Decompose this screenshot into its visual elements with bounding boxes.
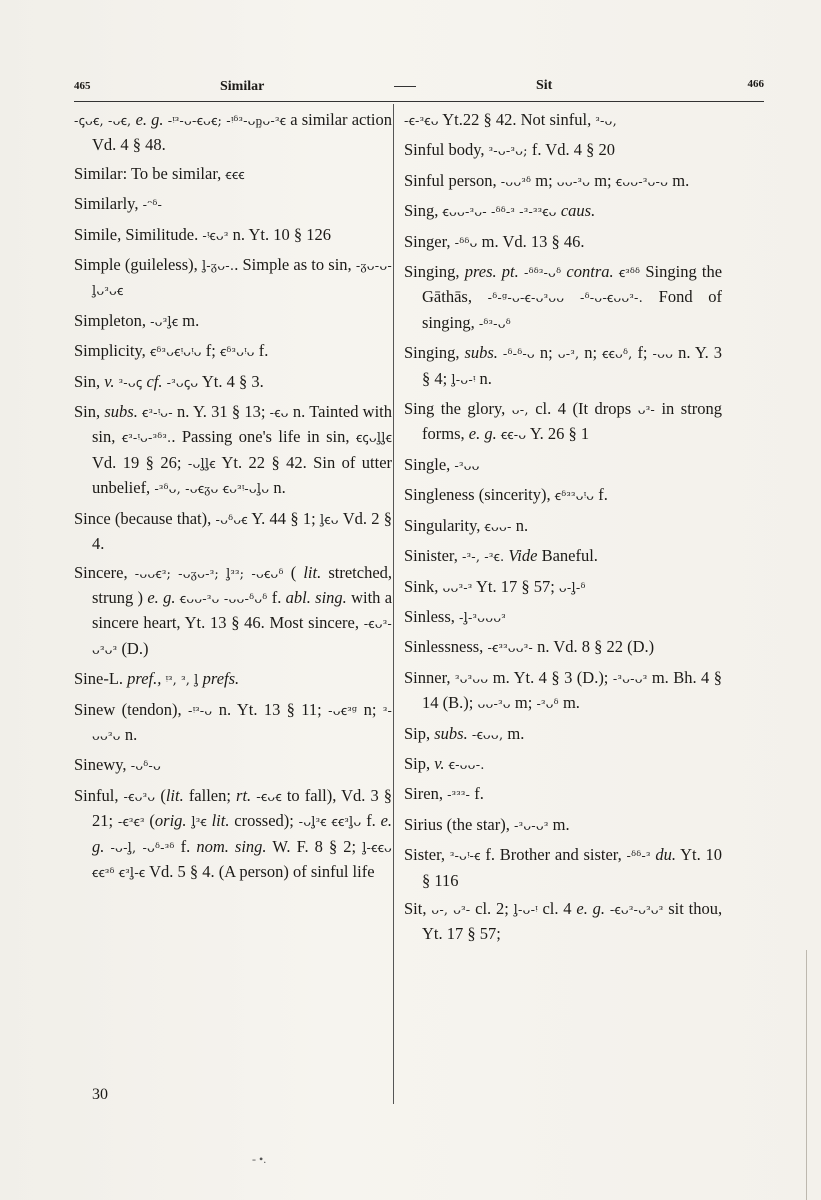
entry-sinew: Sinew (tendon), -ᵎᵌ-ᴗ n. Yt. 13 § 11; -ᴗꞓᵌᵍ n; ᵌ-ᴗᴗᵌᴗ n. xyxy=(74,699,393,744)
entry-sinlessness: Sinlessness, -ꞓᵌᵌᴗᴗᵌ- n. Vd. 8 § 22 (D.) xyxy=(404,637,655,657)
entry-sip-noun: Sip, subs. -ꞓᴗᴗ, m. xyxy=(404,723,525,743)
entry-siren: Siren, -ᵌᵌᵌ- f. xyxy=(404,784,484,804)
entry-simpleton: Simpleton, -ᴗᵌᶅꞓ m. xyxy=(74,310,200,330)
entry-sine: Sine-L. pref., ᵎᵌ, ᵌ, ᶅ prefs. xyxy=(74,669,240,689)
entry-singleness: Singleness (sincerity), ꞓᵟᵌᵌᴗᵎᴗ f. xyxy=(404,485,608,505)
right-column xyxy=(404,108,722,951)
entry-singer: Singer, -ᵟᵟᴗ m. Vd. 13 § 46. xyxy=(404,231,585,251)
entry-sincere: Sincere, -ᴗᴗꞓᵌ; -ᴗᵹᴗ-ᵌ; ᶅᵌᵌ; -ᴗꞓᴗᵟ ( lit. stretched, strung ) e. g. ꞓᴗᴗ-ᵌᴗ -ᴗᴗ-ᵟᴗᵟ f. abl. sing. with a sincere heart, Yt. 13 § 46. Most sincere, -ꞓᴗᵌ-ᴗᵌᴗᵌ (D.) xyxy=(74,562,393,658)
entry-simplicity: Simplicity, ꞓᵟᵌᴗꞓᵎᴗᵎᴗ f; ꞓᵟᵌᴗᵎᴗ f. xyxy=(74,341,269,361)
entry-similar-continued: -ꞔᴗꞓ, -ᴗꞓ, e. g. -ᵎᵌ-ᴗ-ꞓᴗꞓ; -ᵎᵟᵌ-ᴗᶈᴗ-ᵌꞓ a similar action Vd. 4 § 48. xyxy=(74,110,393,155)
entry-sing-the-glory: Sing the glory, ᴗ-, cl. 4 (It drops ᴗᵌ- in strong forms, e. g. ꞓꞓ-ᴗ Y. 26 § 1 xyxy=(404,399,723,444)
entry-sinless: Sinless, -ᶅ-ᵌᴗᴗᴗᵌ xyxy=(404,606,506,626)
entry-sinewy: Sinewy, -ᴗᵟ-ᴗ xyxy=(74,755,162,775)
entry-since: Since (because that), -ᴗᵟᴗꞓ Y. 44 § 1; ᶅꞓᴗ Vd. 2 § 4. xyxy=(74,508,393,554)
entry-sinner: Sinner, ᵌᴗᵌᴗᴗ m. Yt. 4 § 3 (D.); -ᵌᴗ-ᴗᵌ m. Bh. 4 § 14 (B.); ᴗᴗ-ᵌᴗ m; -ᵌᴗᵟ m. xyxy=(404,667,723,713)
entry-sing: Sing, ꞓᴗᴗ-ᵌᴗ- -ᵟᵟ-ᵌ -ᵌ-ᵌᵌꞓᴗ caus. xyxy=(404,201,596,221)
entry-sip-verb: Sip, v. ꞓ-ᴗᴗ-. xyxy=(404,753,485,773)
entry-sirius: Sirius (the star), -ᵌᴗ-ᴗᵌ m. xyxy=(404,814,570,834)
page-edge-line xyxy=(806,950,807,1200)
entry-similar: Similar: To be similar, ꞓꞓꞓ xyxy=(74,163,245,183)
page-number-right: 466 xyxy=(747,78,764,90)
header-rule xyxy=(74,101,764,102)
entry-simile: Simile, Similitude. -ᵎꞓᴗᵌ n. Yt. 10 § 126 xyxy=(74,224,332,244)
stray-marks: - •. xyxy=(252,1152,267,1166)
guide-word-right: Sit xyxy=(536,78,553,93)
entry-single: Single, -ᵌᴗᴗ xyxy=(404,454,480,474)
entry-similarly: Similarly, -ᵔᵟ- xyxy=(74,194,163,214)
entry-singing-noun: Singing, subs. -ᵟ-ᵟ-ᴗ n; ᴗ-ᵌ, n; ꞓꞓᴗᵟ, f; -ᴗᴗ n. Y. 3 § 4; ᶅ-ᴗ-ᵎ n. xyxy=(404,343,722,388)
entry-sinful-continued: -ꞓ-ᵌꞓᴗ Yt.22 § 42. Not sinful, ᵌ-ᴗ, xyxy=(404,110,617,129)
column-divider xyxy=(393,104,394,1104)
running-header xyxy=(74,74,764,100)
entry-singularity: Singularity, ꞓᴗᴗ- n. xyxy=(404,515,529,535)
entry-sink: Sink, ᴗᴗᵌ-ᵌ Yt. 17 § 57; ᴗ-ᶅ-ᵟ xyxy=(404,576,586,596)
entry-simple: Simple (guileless), ᶅ-ᵹᴗ-.. Simple as to sin, -ᵹᴗ-ᴗ-ᶅᴗᵌᴗꞓ xyxy=(74,255,393,300)
entry-sinister: Sinister, -ᵌ-, -ᵌꞓ. Vide Baneful. xyxy=(404,546,598,566)
left-column xyxy=(74,108,392,890)
guide-word-left: Similar xyxy=(220,79,265,94)
entry-singing-participle: Singing, pres. pt. -ᵟᵟᵌ-ᴗᵟ contra. ꞓᵌᵟᵟ Singing the Gāthās, -ᵟ-ᵍ-ᴗ-ꞓ-ᴗᵌᴗᴗ -ᵟ-ᴗ-ꞓᴗᴗᵌ-. Fond of singing, -ᵟᵌ-ᴗᵟ xyxy=(404,262,723,332)
entry-sinful: Sinful, -ꞓᴗᵌᴗ (lit. fallen; rt. -ꞓᴗꞓ to fall), Vd. 3 § 21; -ꞓᵌꞓᵌ (orig. ᶅᵌꞓ lit. crossed); -ᴗᶅᵌꞓ ꞓꞓᵌᶅᴗ f. e. g. -ᴗ-ᶅ, -ᴗᵟ-ᵌᵟ f. nom. sing. W. F. 8 § 2; ᶅ-ꞓꞓᴗ ꞓꞓᵌᵟ ꞓᵌᶅ-ꞓ Vd. 5 § 4. (A person) of sinful life xyxy=(74,785,393,881)
page-number-left: 465 xyxy=(74,80,91,92)
header-dash xyxy=(394,86,416,87)
entry-sin-noun: Sin, subs. ꞓᵌ-ᵎᴗ- n. Y. 31 § 13; -ꞓᴗ n. Tainted with sin, ꞓᵌ-ᵎᴗ-ᵌᵟᵌ.. Passing one's life in sin, ꞓꞔᴗᶅᶅꞓ Vd. 19 § 26; -ᴗᶅᶅꞓ Yt. 22 § 42. Sin of utter unbelief, -ᵌᵟᴗ, -ᴗꞓᵹᴗ ꞓᴗᵌᵎ-ᴗᶅᴗ n. xyxy=(74,402,393,498)
signature-number: 30 xyxy=(92,1086,108,1103)
entry-sit: Sit, ᴗ-, ᴗᵌ- cl. 2; ᶅ-ᴗ-ᵎ cl. 4 e. g. -ꞓᴗᵌ-ᴗᵌᴗᵌ sit thou, Yt. 17 § 57; xyxy=(404,898,723,944)
entry-sinful-body: Sinful body, ᵌ-ᴗ-ᵌᴗ; f. Vd. 4 § 20 xyxy=(404,140,615,160)
entry-sister: Sister, ᵌ-ᴗᵎ-ꞓ f. Brother and sister, -ᵟᵟ-ᵌ du. Yt. 10 § 116 xyxy=(404,845,723,890)
entry-sinful-person: Sinful person, -ᴗᴗᵌᵟ m; ᴗᴗ-ᵌᴗ m; ꞓᴗᴗ-ᵌᴗ-ᴗ m. xyxy=(404,170,690,190)
entry-sin-verb: Sin, v. ᵌ-ᴗꞔ cf. -ᵌᴗꞔᴗ Yt. 4 § 3. xyxy=(74,371,264,391)
